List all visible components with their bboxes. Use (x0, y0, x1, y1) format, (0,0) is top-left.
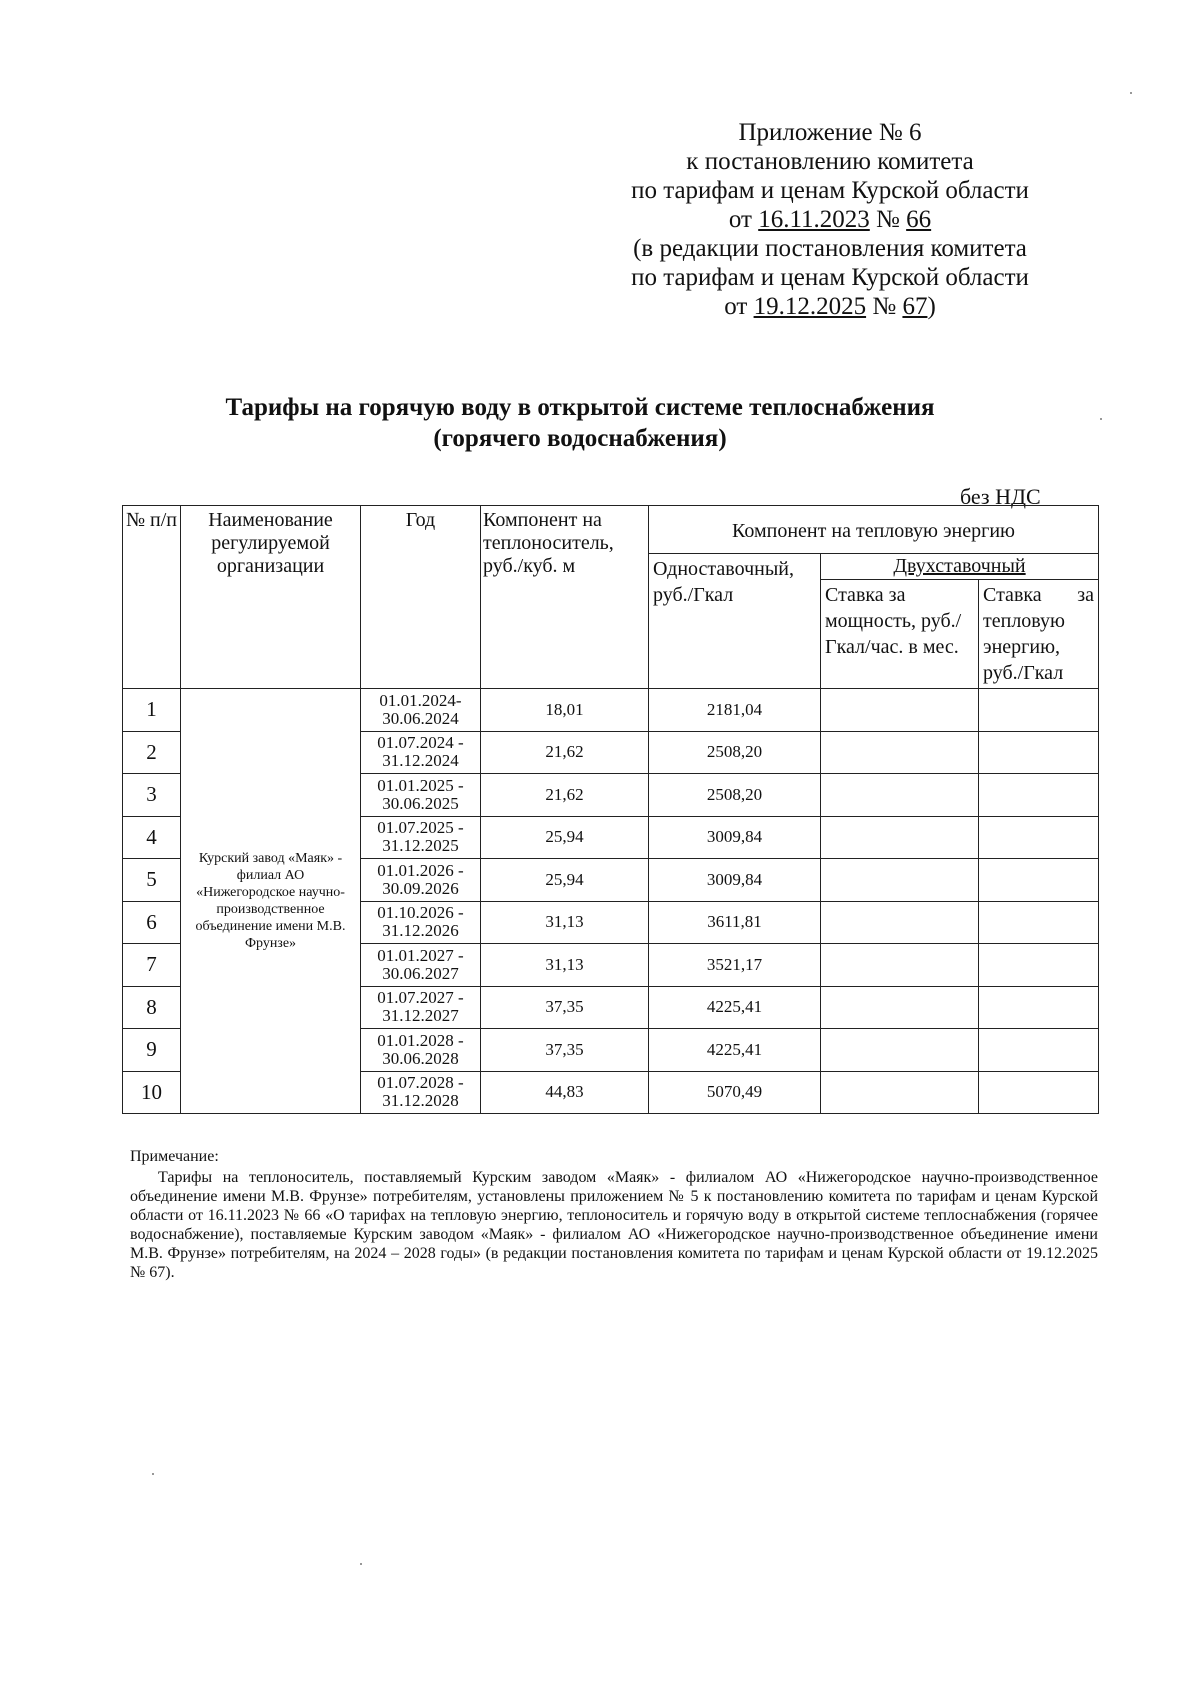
coolant-tariff: 21,62 (481, 731, 649, 774)
capacity-rate (821, 859, 979, 902)
coolant-tariff: 31,13 (481, 944, 649, 987)
capacity-rate (821, 774, 979, 817)
vat-note: без НДС (960, 484, 1041, 509)
resolution-number: 66 (906, 206, 932, 233)
row-number: 10 (123, 1071, 181, 1114)
period-cell (361, 1029, 481, 1072)
energy-rate (979, 689, 1099, 732)
period-cell (361, 1071, 481, 1114)
coolant-tariff: 44,83 (481, 1071, 649, 1114)
coolant-tariff: 25,94 (481, 859, 649, 902)
single-rate-tariff: 2508,20 (649, 774, 821, 817)
period-start: 01.07.2025 - (377, 818, 464, 838)
single-rate-tariff: 4225,41 (649, 986, 821, 1029)
period-cell (361, 986, 481, 1029)
organization-name: Курский завод «Маяк» - филиал АО «Нижегородское научно-производственное объединение имени М.В. Фрунзе» (181, 689, 361, 1114)
single-rate-tariff: 3009,84 (649, 816, 821, 859)
col-header-energy-rate: Ставка за тепловую энергию, руб./Гкал (979, 580, 1099, 689)
energy-rate (979, 1029, 1099, 1072)
period-end: 31.12.2026 (382, 921, 459, 941)
appendix-ref-line: по тарифам и ценам Курской области (631, 264, 1029, 291)
tariff-table-body (123, 689, 1099, 1114)
capacity-rate (821, 816, 979, 859)
energy-rate (979, 774, 1099, 817)
row-number: 4 (123, 816, 181, 859)
single-rate-tariff: 3521,17 (649, 944, 821, 987)
col-header-org: Наименование регулируемой организации (181, 506, 361, 689)
row-number: 5 (123, 859, 181, 902)
energy-rate (979, 859, 1099, 902)
capacity-rate (821, 944, 979, 987)
row-number: 6 (123, 901, 181, 944)
period-start: 01.07.2024 - (377, 733, 464, 753)
capacity-rate (821, 1029, 979, 1072)
period-end: 31.12.2028 (382, 1091, 459, 1111)
scan-speck (360, 1563, 362, 1565)
period-end: 30.06.2024 (382, 708, 459, 728)
appendix-ref-line: (в редакции постановления комитета (633, 235, 1027, 262)
note-label: Примечание: (130, 1148, 219, 1165)
appendix-ref-line: по тарифам и ценам Курской области (631, 177, 1029, 204)
capacity-rate (821, 689, 979, 732)
appendix-ref-date-line: от 19.12.2025 № 67) (724, 293, 936, 320)
col-header-heat-energy: Компонент на тепловую энергию (649, 506, 1099, 554)
period-start: 01.01.2028 - (377, 1030, 464, 1050)
note-text: Тарифы на теплоноситель, поставляемый Курским заводом «Маяк» - филиалом АО «Нижегородское научно-производственное объединение имени М.В. Фрунзе» потребителям, установлены приложением № 5 к постановлению комитета по тарифам и ценам Курской области от 16.11.2023 № 66 «О тарифах на тепловую энергию, теплоноситель и горячую воду в открытой системе теплоснабжения (горячее водоснабжение), поставляемые Курским заводом «Маяк» - филиалом АО «Нижегородское научно-производственное объединение имени М.В. Фрунзе» потребителям, на 2024 – 2028 годы» (в редакции постановления комитета по тарифам и ценам Курской области от 19.12.2025 № 67). (130, 1169, 1098, 1281)
col-header-single-rate: Одноставочный, руб./Гкал (649, 554, 821, 689)
period-end: 31.12.2024 (382, 751, 459, 771)
period-start: 01.07.2027 - (377, 988, 464, 1008)
energy-rate (979, 986, 1099, 1029)
single-rate-tariff: 2508,20 (649, 731, 821, 774)
period-cell (361, 689, 481, 732)
row-number: 1 (123, 689, 181, 732)
appendix-ref-line: к постановлению комитета (686, 148, 974, 175)
single-rate-tariff: 3009,84 (649, 859, 821, 902)
appendix-ref-date-line: от 16.11.2023 № 66 (728, 206, 932, 233)
period-start: 01.01.2027 - (377, 945, 464, 965)
scan-speck (1130, 92, 1132, 94)
period-cell (361, 944, 481, 987)
period-end: 31.12.2025 (382, 836, 459, 856)
period-start: 01.01.2024- (379, 690, 462, 710)
single-rate-tariff: 4225,41 (649, 1029, 821, 1072)
appendix-header (600, 118, 1060, 321)
single-rate-tariff: 3611,81 (649, 901, 821, 944)
period-end: 30.06.2027 (382, 963, 459, 983)
resolution-date: 16.11.2023 (758, 206, 870, 233)
col-header-coolant: Компонент на теплоноситель, руб./куб. м (481, 506, 649, 689)
period-cell (361, 859, 481, 902)
row-number: 3 (123, 774, 181, 817)
period-end: 31.12.2027 (382, 1006, 459, 1026)
capacity-rate (821, 986, 979, 1029)
coolant-tariff: 21,62 (481, 774, 649, 817)
period-cell (361, 816, 481, 859)
period-start: 01.01.2026 - (377, 860, 464, 880)
scan-speck (152, 1473, 154, 1475)
tariff-table (122, 505, 1099, 1114)
col-header-capacity-rate: Ставка за мощность, руб./Гкал/час. в мес. (821, 580, 979, 689)
energy-rate (979, 816, 1099, 859)
period-start: 01.10.2026 - (377, 903, 464, 923)
capacity-rate (821, 731, 979, 774)
coolant-tariff: 25,94 (481, 816, 649, 859)
period-start: 01.01.2025 - (377, 775, 464, 795)
energy-rate (979, 731, 1099, 774)
row-number: 2 (123, 731, 181, 774)
capacity-rate (821, 901, 979, 944)
coolant-tariff: 31,13 (481, 901, 649, 944)
col-header-num: № п/п (123, 506, 181, 689)
period-cell (361, 774, 481, 817)
row-number: 7 (123, 944, 181, 987)
period-end: 30.06.2028 (382, 1048, 459, 1068)
energy-rate (979, 901, 1099, 944)
col-header-two-part: Двухставочный (821, 554, 1099, 580)
row-number: 8 (123, 986, 181, 1029)
row-number: 9 (123, 1029, 181, 1072)
single-rate-tariff: 5070,49 (649, 1071, 821, 1114)
table-row (123, 689, 1099, 732)
coolant-tariff: 37,35 (481, 986, 649, 1029)
document-title: Тарифы на горячую воду в открытой системе теплоснабжения (горячего водоснабжения) (225, 394, 935, 452)
amendment-date: 19.12.2025 (753, 293, 867, 320)
period-cell (361, 731, 481, 774)
period-start: 01.07.2028 - (377, 1073, 464, 1093)
energy-rate (979, 1071, 1099, 1114)
capacity-rate (821, 1071, 979, 1114)
appendix-number: Приложение № 6 (738, 119, 922, 146)
amendment-number: 67 (902, 293, 928, 320)
scan-speck (1100, 418, 1102, 420)
single-rate-tariff: 2181,04 (649, 689, 821, 732)
period-end: 30.06.2025 (382, 793, 459, 813)
col-header-year: Год (361, 506, 481, 689)
period-cell (361, 901, 481, 944)
period-end: 30.09.2026 (382, 878, 459, 898)
coolant-tariff: 37,35 (481, 1029, 649, 1072)
coolant-tariff: 18,01 (481, 689, 649, 732)
energy-rate (979, 944, 1099, 987)
